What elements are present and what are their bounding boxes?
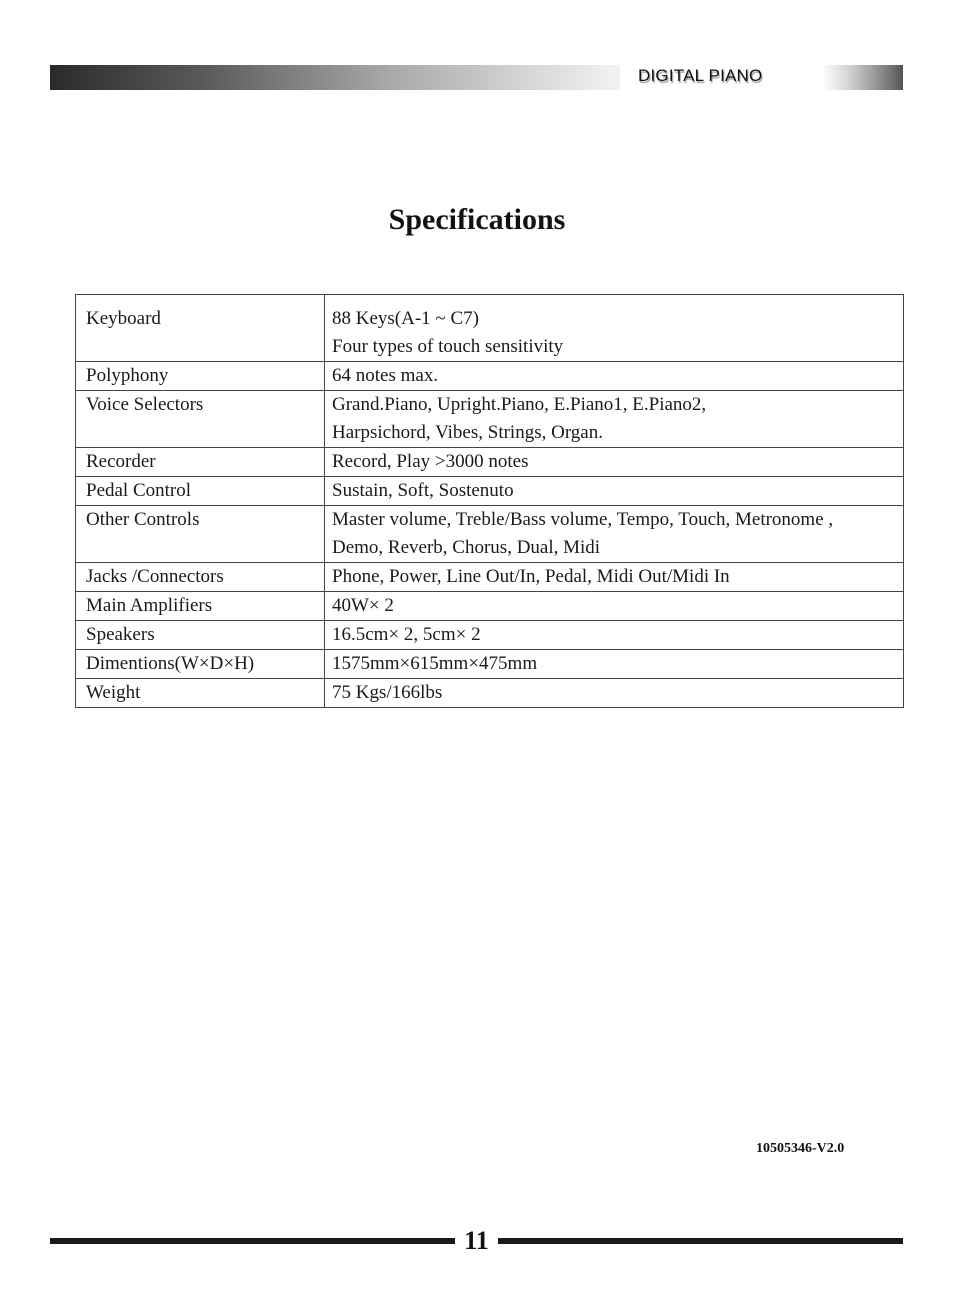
table-row [76, 391, 904, 448]
spec-value [325, 448, 904, 477]
specifications-table [75, 294, 904, 708]
spec-label: Main Amplifiers [76, 592, 325, 621]
spec-value-line: 64 notes max. [332, 365, 439, 386]
spec-value-line: 1575mm×615mm×475mm [332, 653, 538, 674]
spec-value-line: Record, Play >3000 notes [332, 451, 529, 472]
spec-label: Weight [76, 679, 325, 708]
table-row [76, 621, 904, 650]
spec-value-line: Four types of touch sensitivity [332, 336, 564, 357]
spec-label: Speakers [76, 621, 325, 650]
spec-label: Dimentions(W×D×H) [76, 650, 325, 679]
spec-value [325, 362, 904, 391]
spec-value [325, 621, 904, 650]
spec-value [325, 295, 904, 362]
spec-value-line: Phone, Power, Line Out/In, Pedal, Midi Out/Midi In [332, 566, 730, 587]
page-number: 11 [464, 1226, 489, 1255]
spec-value-line: Grand.Piano, Upright.Piano, E.Piano1, E.Piano2, [332, 394, 707, 415]
spec-label: Jacks /Connectors [76, 563, 325, 592]
table-row [76, 650, 904, 679]
table-row [76, 362, 904, 391]
header-end-gradient [822, 65, 903, 90]
footer-rule-right [498, 1238, 903, 1244]
spec-value-line: 88 Keys(A-1 ~ C7) [332, 308, 479, 329]
spec-value-line: 16.5cm× 2, 5cm× 2 [332, 624, 481, 645]
spec-value [325, 477, 904, 506]
spec-value [325, 506, 904, 563]
spec-label: Keyboard [76, 295, 325, 362]
table-row [76, 679, 904, 708]
spec-value-line: Master volume, Treble/Bass volume, Tempo, Touch, Metronome , [332, 509, 834, 530]
spec-value [325, 679, 904, 708]
spec-label: Voice Selectors [76, 391, 325, 448]
spec-value-line: 75 Kgs/166lbs [332, 682, 443, 703]
spec-value-line: Sustain, Soft, Sostenuto [332, 480, 514, 501]
table-row [76, 448, 904, 477]
spec-label: Pedal Control [76, 477, 325, 506]
spec-label: Polyphony [76, 362, 325, 391]
spec-value [325, 563, 904, 592]
table-row [76, 506, 904, 563]
spec-value [325, 391, 904, 448]
footer-rule-left [50, 1238, 455, 1244]
page-title: Specifications [388, 203, 566, 236]
spec-value-line: Demo, Reverb, Chorus, Dual, Midi [332, 537, 601, 558]
spec-value-line: 40W× 2 [332, 595, 394, 616]
document-code: 10505346-V2.0 [756, 1141, 845, 1156]
spec-value [325, 592, 904, 621]
spec-value-line: Harpsichord, Vibes, Strings, Organ. [332, 422, 603, 443]
table-row [76, 592, 904, 621]
table-row [76, 563, 904, 592]
table-row [76, 295, 904, 362]
spec-label: Recorder [76, 448, 325, 477]
table-row [76, 477, 904, 506]
spec-value [325, 650, 904, 679]
spec-label: Other Controls [76, 506, 325, 563]
header-title: DIGITAL PIANO [638, 66, 763, 85]
